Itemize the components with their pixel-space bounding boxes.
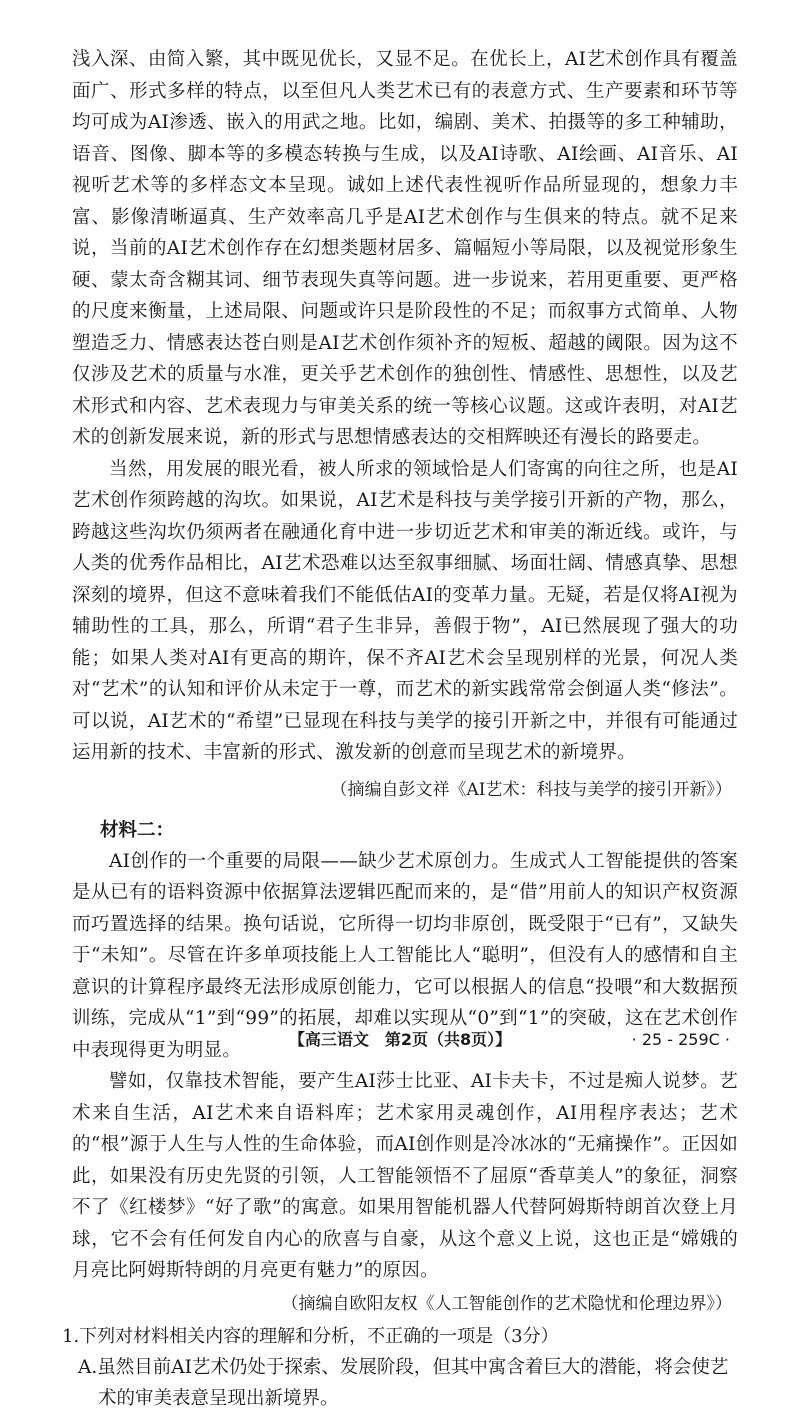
- material2-title: 材料二：: [100, 819, 175, 841]
- footer-page-label: 【高三语文 第2页（共8页）】: [288, 1030, 512, 1049]
- material2-paragraph-2: 譬如，仅靠技术智能，要产生AI莎士比亚、AI卡夫卡，不过是痴人说梦。艺术来自生活，AI艺术来自语料库；艺术家用灵魂创作，AI用程序表达；艺术的“根”源于人生与人性的生命体验，而AI创作则是冷冰冰的“无痛操作”。正因如此，如果没有历史先贤的引领，人工智能领悟不了屈原“香草美人”的象征，洞察不了《红楼梦》“好了歌”的寓意。如果用智能机器人代替阿姆斯特朗首次登上月球，它不会有任何发自内心的欣喜与自豪，从这个意义上说，这也正是“嫦娥的月亮比阿姆斯特朗的月亮更有魅力”的原因。: [72, 1071, 738, 1281]
- material1-paragraph-2: 当然，用发展的眼光看，被人所求的领域恰是人们寄寓的向往之所，也是AI艺术创作须跨越的沟坎。如果说，AI艺术是科技与美学接引开新的产物，那么，跨越这些沟坎仍须两者在融通化育中进一步切近艺术和审美的渐近线。或许，与人类的优秀作品相比，AI艺术恐难以达至叙事细腻、场面壮阔、情感真挚、思想深刻的境界，但这不意味着我们不能低估AI的变革力量。无疑，若是仅将AI视为辅助性的工具，那么，所谓“君子生非异，善假于物”，AI已然展现了强大的功能；如果人类对AI有更高的期许，保不齐AI艺术会呈现别样的光景，何况人类对“艺术”的认知和评价从未定于一尊，而艺术的新实践常常会倒逼人类“修法”。可以说，AI艺术的“希望”已显现在科技与美学的接引开新之中，并很有可能通过运用新的技术、丰富新的形式、激发新的创意而呈现艺术的新境界。: [72, 458, 738, 763]
- footer-exam-code: · 25 - 259C ·: [631, 1030, 730, 1049]
- question-1-stem: 1.下列对材料相关内容的理解和分析，不正确的一项是（3分）: [62, 1325, 559, 1347]
- material2-paragraph-1: AI创作的一个重要的局限——缺少艺术原创力。生成式人工智能提供的答案是从已有的语料资源中依据算法逻辑匹配而来的，是“借”用前人的知识产权资源而巧置选择的结果。换句话说，它所得一切均非原创，既受限于“已有”，又缺失于“未知”。尽管在许多单项技能上人工智能比人“聪明”，但没有人的感情和自主意识的计算程序最终无法形成原创能力，它可以根据人的信息“投喂”和大数据预训练，完成从“1”到“99”的拓展，却难以实现从“0”到“1”的突破，这在艺术创作中表现得更为明显。: [72, 850, 738, 1061]
- material2-source: （摘编自欧阳友权《人工智能创作的艺术隐忧和伦理边界》）: [281, 1293, 732, 1314]
- material1-source: （摘编自彭文祥《AI艺术：科技与美学的接引开新》）: [330, 779, 732, 800]
- question-1-option-a: A.虽然目前AI艺术仍处于探索、发展阶段，但其中寓含着巨大的潜能，将会使艺术的审美表意呈现出新境界。: [78, 1356, 729, 1409]
- material1-paragraph-1: 浅入深、由简入繁，其中既见优长，又显不足。在优长上，AI艺术创作具有覆盖面广、形式多样的特点，以至但凡人类艺术已有的表意方式、生产要素和环节等均可成为AI渗透、嵌入的用武之地。比如，编剧、美术、拍摄等的多工种辅助，语音、图像、脚本等的多模态转换与生成，以及AI诗歌、AI绘画、AI音乐、AI视听艺术等的多样态文本呈现。诚如上述代表性视听作品所显现的，想象力丰富、影像清晰逼真、生产效率高几乎是AI艺术创作与生俱来的特点。就不足来说，当前的AI艺术创作存在幻想类题材居多、篇幅短小等局限，以及视觉形象生硬、蒙太奇含糊其词、细节表现失真等问题。进一步说来，若用更重要、更严格的尺度来衡量，上述局限、问题或许只是阶段性的不足；而叙事方式简单、人物塑造乏力、情感表达苍白则是AI艺术创作须补齐的短板、超越的阈限。因为这不仅涉及艺术的质量与水准，更关乎艺术创作的独创性、情感性、思想性，以及艺术形式和内容、艺术表现力与审美关系的统一等核心议题。这或许表明，对AI艺术的创新发展来说，新的形式与思想情感表达的交相辉映还有漫长的路要走。: [72, 49, 738, 448]
